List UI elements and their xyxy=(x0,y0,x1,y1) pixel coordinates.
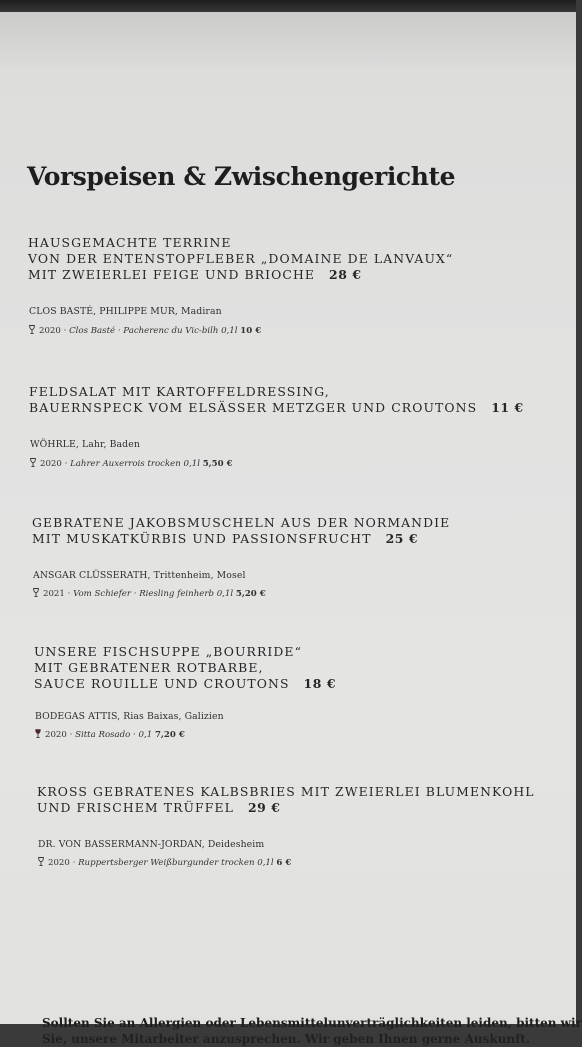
wine-pairing: 2020 · Lahrer Auxerrois trocken 0,1l 5,50 € xyxy=(30,458,233,469)
dish-line: HAUSGEMACHTE TERRINE xyxy=(28,235,232,250)
dish-line: GEBRATENE JAKOBSMUSCHELN AUS DER NORMANDIE xyxy=(32,515,451,530)
allergy-notice-line: Sollten Sie an Allergien oder Lebensmittelunverträglichkeiten leiden, bitten wir xyxy=(42,1016,582,1030)
dish-line: MIT MUSKATKÜRBIS UND PASSIONSFRUCHT 25 € xyxy=(32,531,419,547)
dish-line: MIT GEBRATENER ROTBARBE, xyxy=(34,660,264,676)
dish-price: 11 € xyxy=(491,400,524,416)
wine-glass-icon xyxy=(30,458,36,467)
dish-price: 18 € xyxy=(303,676,337,692)
dish-kalbsbries xyxy=(37,784,535,816)
allergy-notice xyxy=(42,1015,582,1047)
wine-glass-icon xyxy=(29,325,35,334)
dish-price: 25 € xyxy=(385,531,419,547)
wine-glass-icon xyxy=(33,588,39,597)
wine-producer: WÖHRLE, Lahr, Baden xyxy=(30,439,140,450)
page-shade xyxy=(0,12,576,72)
dish-line: VON DER ENTENSTOPFLEBER „DOMAINE DE LANVAUX“ xyxy=(28,251,454,267)
wine-producer: CLOS BASTÉ, PHILIPPE MUR, Madiran xyxy=(29,306,222,317)
dish-line: KROSS GEBRATENES KALBSBRIES MIT ZWEIERLEI BLUMENKOHL xyxy=(37,784,535,799)
dish-line: MIT ZWEIERLEI FEIGE UND BRIOCHE 28 € xyxy=(28,267,362,283)
wine-pairing: 2020 · Sitta Rosado · 0,1 7,20 € xyxy=(35,729,185,740)
wine-glass-red-icon xyxy=(35,729,41,738)
wine-pairing: 2020 · Ruppertsberger Weißburgunder trocken 0,1l 6 € xyxy=(38,857,291,868)
dish-price: 29 € xyxy=(247,800,281,816)
section-heading: Vorspeisen & Zwischengerichte xyxy=(27,162,456,191)
dish-line: SAUCE ROUILLE UND CROUTONS 18 € xyxy=(34,676,337,692)
wine-pairing: 2021 · Vom Schiefer · Riesling feinherb 0,1l 5,20 € xyxy=(33,588,266,599)
dish-price: 28 € xyxy=(329,267,362,283)
wine-pairing: 2020 · Clos Basté · Pacherenc du Vic-bilh 0,1l 10 € xyxy=(29,325,261,336)
dish-line: BAUERNSPECK VOM ELSÄSSER METZGER UND CROUTONS 11 € xyxy=(29,400,524,416)
dish-feldsalat xyxy=(29,384,524,416)
dish-line: UND FRISCHEM TRÜFFEL 29 € xyxy=(37,800,281,816)
menu-page xyxy=(0,12,582,1046)
dish-jakobsmuscheln xyxy=(32,515,450,547)
dish-line: FELDSALAT MIT KARTOFFELDRESSING, xyxy=(29,384,330,399)
wine-producer: DR. VON BASSERMANN-JORDAN, Deidesheim xyxy=(38,839,265,850)
dish-line: UNSERE FISCHSUPPE „BOURRIDE“ xyxy=(34,644,303,659)
wine-glass-icon xyxy=(38,857,44,866)
dish-fischsuppe xyxy=(34,644,336,693)
allergy-notice-line: Sie, unsere Mitarbeiter anzusprechen. Wir geben Ihnen gerne Auskunft. xyxy=(42,1032,531,1046)
wine-producer: ANSGAR CLÜSSERATH, Trittenheim, Mosel xyxy=(33,570,246,581)
dish-terrine xyxy=(28,235,453,284)
wine-producer: BODEGAS ATTIS, Rias Baixas, Galizien xyxy=(35,711,224,722)
